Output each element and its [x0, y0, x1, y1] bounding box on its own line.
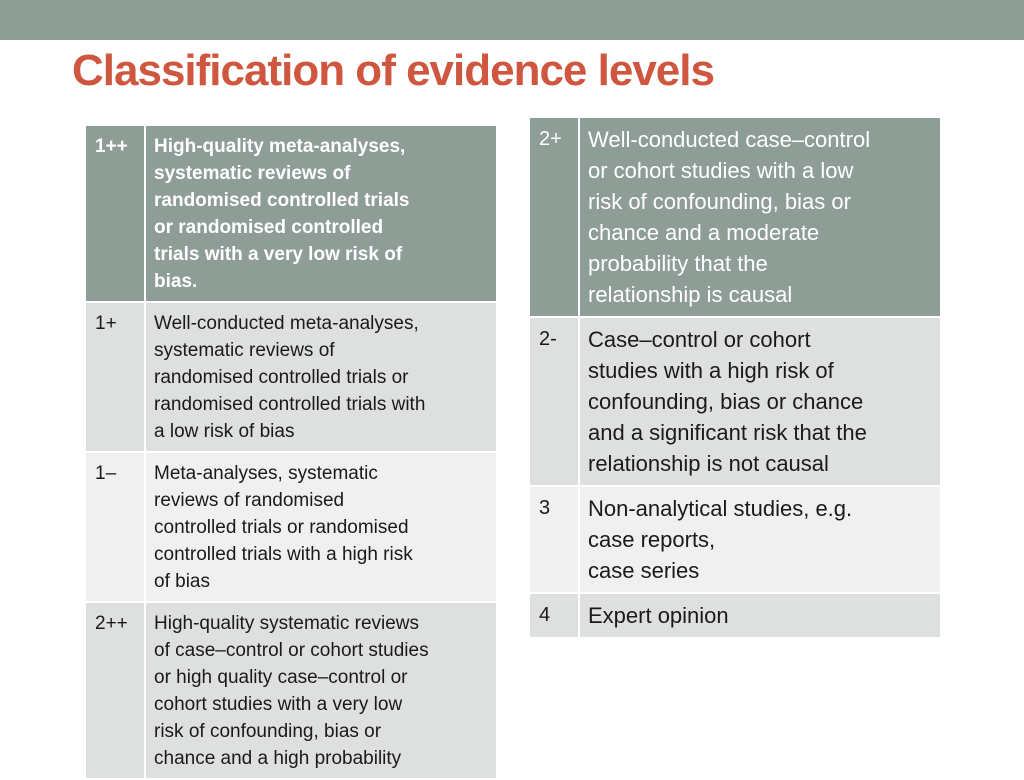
table-row: [85, 125, 497, 302]
level-cell: 1+: [85, 302, 145, 452]
table-row: [529, 486, 941, 593]
level-cell: 2+: [529, 117, 579, 317]
level-cell: 1++: [85, 125, 145, 302]
evidence-table-right: [528, 116, 942, 639]
description-cell: Well-conducted meta-analyses, systematic reviews of randomised controlled trials or randomised controlled trials with a low risk of bias: [145, 302, 497, 452]
description-cell: Case–control or cohort studies with a high risk of confounding, bias or chance and a significant risk that the relationship is not causal: [579, 317, 941, 486]
slide-title: Classification of evidence levels: [72, 46, 714, 95]
table-row: [85, 302, 497, 452]
table-row: [85, 602, 497, 779]
level-cell: 4: [529, 593, 579, 638]
evidence-table-left: [84, 124, 498, 780]
description-cell: High-quality systematic reviews of case–control or cohort studies or high quality case–control or cohort studies with a very low risk of confounding, bias or chance and a high probability: [145, 602, 497, 779]
level-cell: 2-: [529, 317, 579, 486]
top-band: [0, 0, 1024, 40]
table-row: [529, 317, 941, 486]
description-cell: Meta-analyses, systematic reviews of randomised controlled trials or randomised controlled trials with a high risk of bias: [145, 452, 497, 602]
description-cell: Well-conducted case–control or cohort studies with a low risk of confounding, bias or chance and a moderate probability that the relationship is causal: [579, 117, 941, 317]
table-row: [529, 593, 941, 638]
table-row: [529, 117, 941, 317]
table-row: [85, 452, 497, 602]
level-cell: 1–: [85, 452, 145, 602]
description-cell: Expert opinion: [579, 593, 941, 638]
level-cell: 2++: [85, 602, 145, 779]
level-cell: 3: [529, 486, 579, 593]
description-cell: High-quality meta-analyses, systematic reviews of randomised controlled trials or randomised controlled trials with a very low risk of bias.: [145, 125, 497, 302]
description-cell: Non-analytical studies, e.g. case reports, case series: [579, 486, 941, 593]
